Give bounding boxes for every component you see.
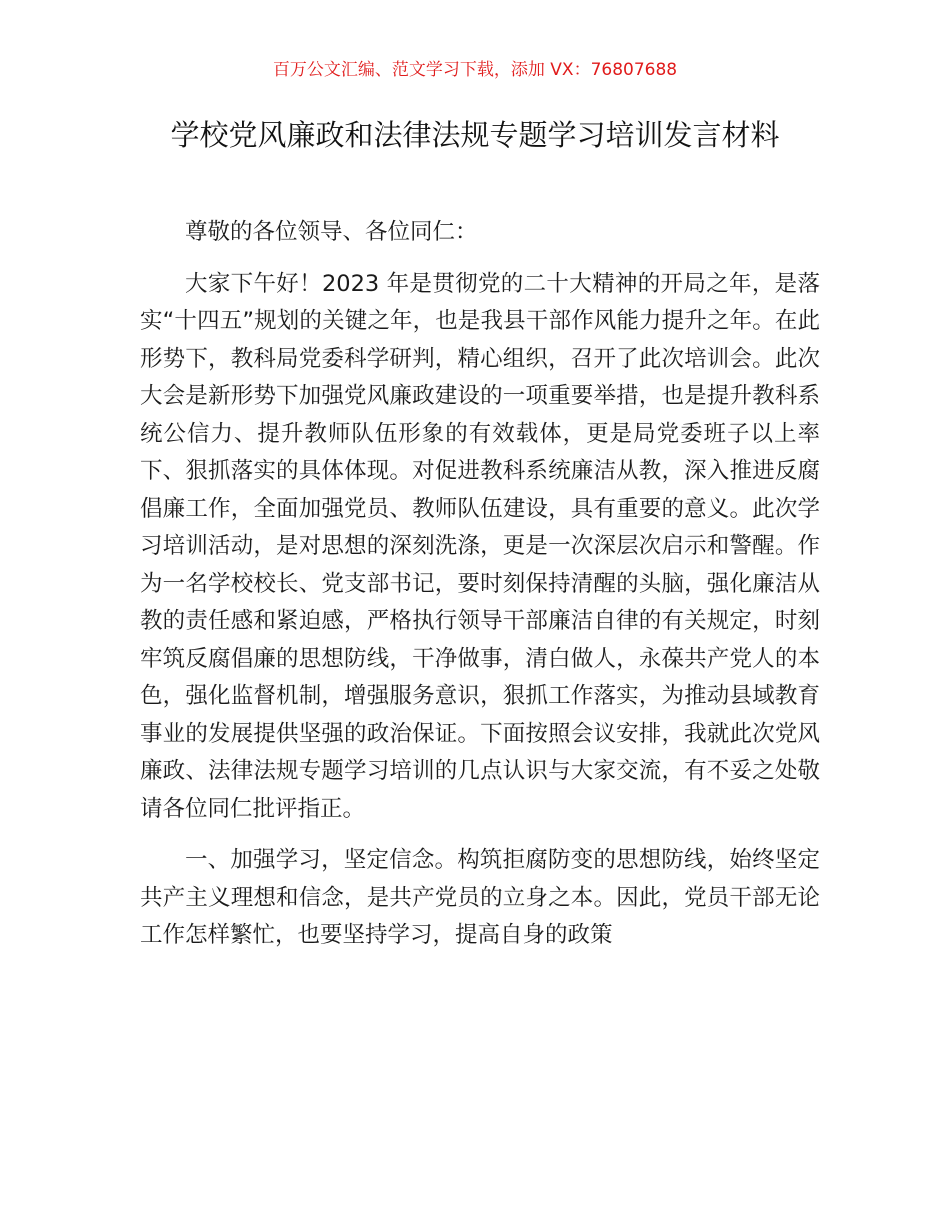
body-paragraph: 大家下午好！2023 年是贯彻党的二十大精神的开局之年，是落实“十四五”规划的关键之年，也是我县干部作风能力提升之年。在此形势下，教科局党委科学研判，精心组织，召开了此次培训会。此次大会是新形势下加强党风廉政建设的一项重要举措，也是提升教科系统公信力、提升教师队伍形象的有效载体，更是局党委班子以上率下、狠抓落实的具体体现。对促进教科系统廉洁从教，深入推进反腐倡廉工作，全面加强党员、教师队伍建设，具有重要的意义。此次学习培训活动，是对思想的深刻洗涤，更是一次深层次启示和警醒。作为一名学校校长、党支部书记，要时刻保持清醒的头脑，强化廉洁从教的责任感和紧迫感，严格执行领导干部廉洁自律的有关规定，时刻牢筑反腐倡廉的思想防线，干净做事，清白做人，永葆共产党人的本色，强化监督机制，增强服务意识，狠抓工作落实，为推动县域教育事业的发展提供坚强的政治保证。下面按照会议安排，我就此次党风廉政、法律法规专题学习培训的几点认识与大家交流，有不妥之处敬请各位同仁批评指正。 (140, 270, 820, 822)
document-title: 学校党风廉政和法律法规专题学习培训发言材料 (170, 118, 780, 152)
header-banner: 百万公文汇编、范文学习下载，添加 VX：76807688 (272, 60, 678, 80)
body-paragraph: 一、加强学习，坚定信念。构筑拒腐防变的思想防线，始终坚定共产主义理想和信念，是共产党员的立身之本。因此，党员干部无论工作怎样繁忙，也要坚持学习，提高自身的政策 (140, 847, 820, 948)
salutation: 尊敬的各位领导、各位同仁： (185, 219, 478, 245)
document-body (140, 214, 820, 969)
